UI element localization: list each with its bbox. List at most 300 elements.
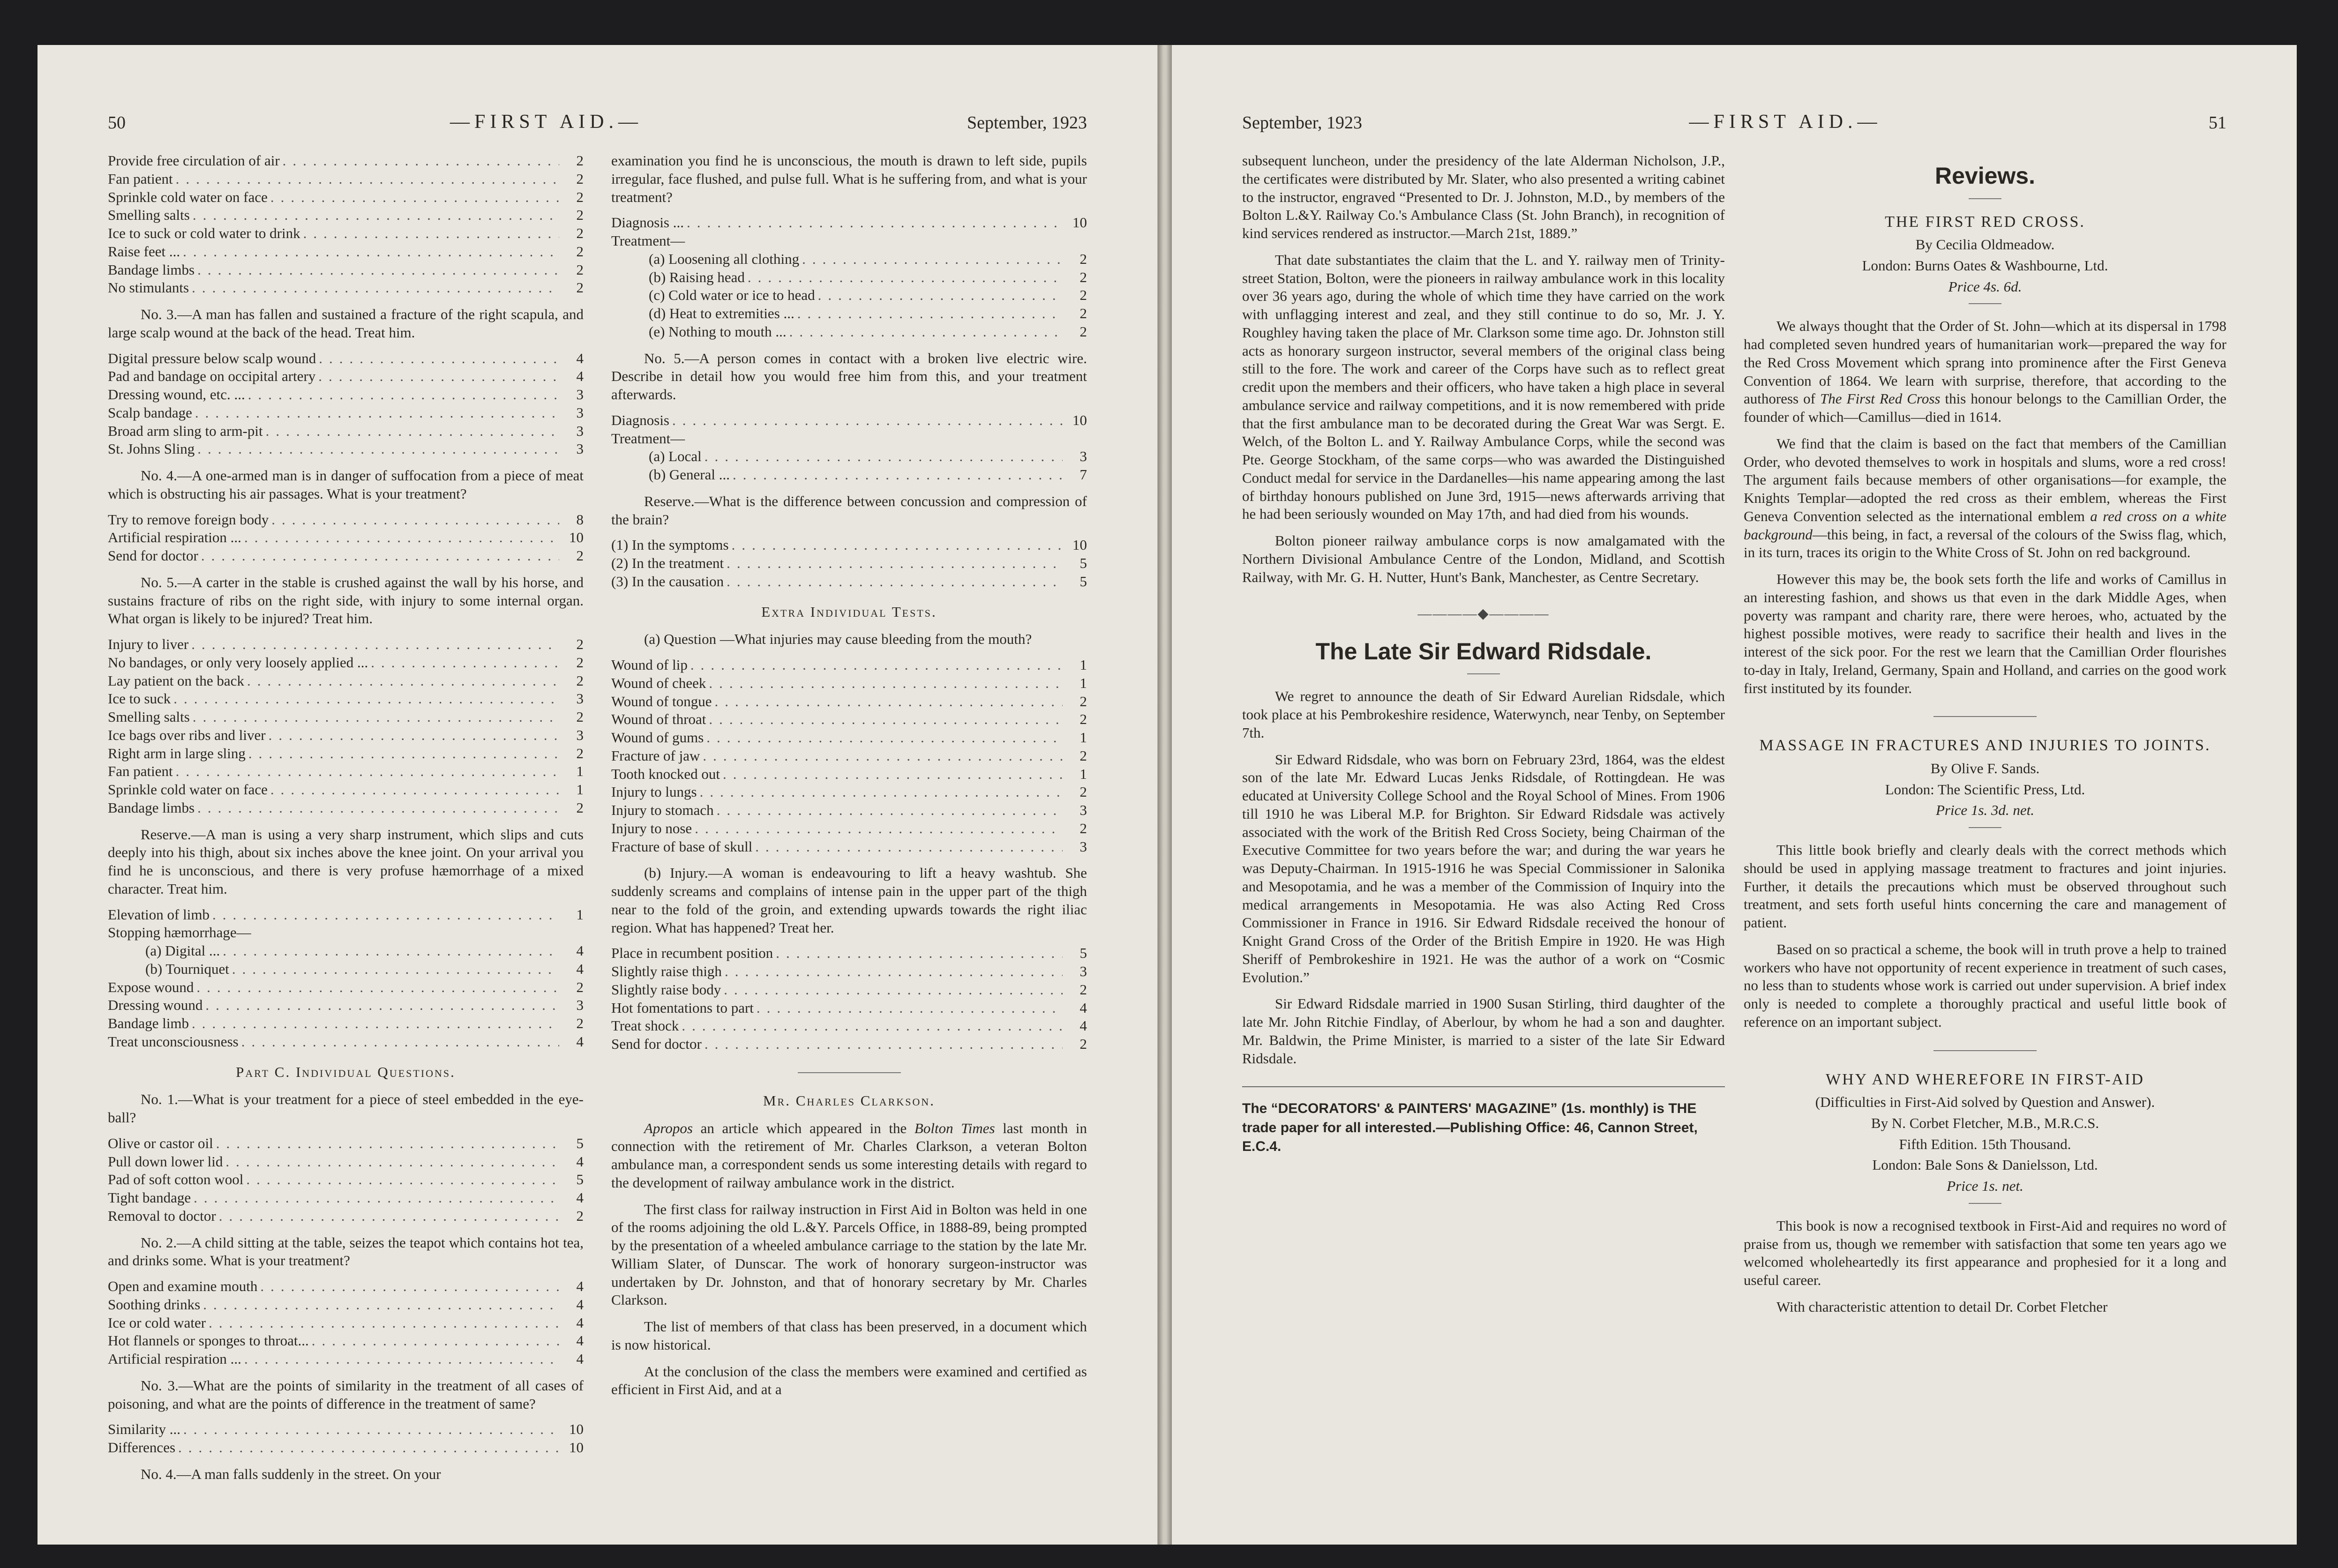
- leader-dots: [220, 942, 559, 960]
- answer-label: (2) In the treatment: [611, 555, 724, 571]
- answer-label: Slightly raise body: [611, 981, 721, 998]
- answer-list: [108, 942, 584, 978]
- answer-label: Scalp bandage: [108, 404, 192, 421]
- book-edition: Fifth Edition. 15th Thousand.: [1899, 1135, 2071, 1152]
- review-paragraph: This book is now a recognised textbook in First-Aid and requires no word of praise from us, though we remember with satisfaction that some ten years ago we welcomed wholeheartedly its first appearance and prophesied for it a long and useful career.: [1744, 1217, 2226, 1288]
- leader-dots: [243, 1171, 559, 1189]
- answer-label: Treatment—: [611, 232, 685, 249]
- answer-label: Similarity ...: [108, 1421, 180, 1438]
- answer-label: Injury to lungs: [611, 784, 697, 800]
- answer-label: Stopping hæmorrhage—: [108, 924, 251, 941]
- answer-item: [108, 440, 584, 458]
- leader-dots: [704, 729, 1063, 747]
- answer-item: [108, 906, 584, 924]
- marks-value: 4: [576, 1189, 584, 1206]
- book-publisher: London: Bale Sons & Danielsson, Ltd.: [1872, 1157, 2098, 1173]
- book-price: Price 4s. 6d.: [1948, 278, 2022, 295]
- marks-value: 3: [1079, 838, 1087, 855]
- question-paragraph: No. 1.—What is your treatment for a piece of steel embedded in the eye-ball?: [108, 1091, 584, 1126]
- marks-value: 3: [576, 690, 584, 707]
- book-author: By Cecilia Oldmeadow.: [1915, 236, 2055, 253]
- section-rule: [1933, 716, 2037, 717]
- answer-item: [611, 999, 1087, 1017]
- answer-label: Diagnosis: [611, 411, 669, 428]
- answer-label: Treatment—: [611, 430, 685, 447]
- answer-list: [108, 1277, 584, 1368]
- leader-dots: [268, 188, 559, 207]
- answer-item: [108, 1296, 584, 1314]
- leader-dots: [754, 999, 1063, 1017]
- answer-item: [108, 1033, 584, 1051]
- leader-dots: [241, 529, 559, 547]
- page-number: 50: [108, 113, 126, 133]
- answer-label: (b) General ...: [649, 466, 730, 483]
- answer-item: [108, 708, 584, 726]
- leader-dots: [229, 960, 559, 978]
- leader-dots: [180, 1420, 559, 1439]
- answer-item: [649, 269, 1087, 287]
- article-paragraph: subsequent luncheon, under the presidency of the late Alderman Nicholson, J.P., the certificates were distributed by Mr. Slater, who also presented a writing cabinet to the instructor, engraved “Presented to Dr. J. Johnston, M.D., by members of the Bolton L.&Y. Railway Co.'s Ambulance Class (St. John Branch), in recognition of kind services rendered as instructor.—March 21st, 1889.”: [1242, 152, 1725, 241]
- answer-label: Wound of lip: [611, 657, 688, 673]
- answer-item: [611, 783, 1087, 801]
- answer-label: Smelling salts: [108, 207, 190, 224]
- answer-item: [108, 1439, 584, 1457]
- marks-value: 2: [576, 745, 584, 762]
- book-price: Price 1s. net.: [1947, 1178, 2023, 1194]
- answer-label: Dressing wound: [108, 997, 203, 1014]
- answer-item: [108, 1015, 584, 1033]
- marks-value: 2: [576, 152, 584, 169]
- leader-dots: [368, 654, 559, 672]
- running-head-left: [108, 105, 1087, 133]
- answer-label: Wound of throat: [611, 711, 706, 728]
- answer-list: [108, 1420, 584, 1457]
- marks-value: 3: [576, 726, 584, 743]
- leader-dots: [216, 1207, 559, 1225]
- marks-value: 4: [576, 1296, 584, 1313]
- book-author: By Olive F. Sands.: [1930, 760, 2040, 777]
- leader-dots: [799, 250, 1063, 269]
- answer-item: [108, 279, 584, 297]
- marks-value: 2: [1079, 1036, 1087, 1052]
- marks-value: 3: [576, 441, 584, 457]
- article-paragraph: The list of members of that class has been preserved, in a document which is now historical.: [611, 1318, 1087, 1353]
- marks-value: 3: [576, 997, 584, 1014]
- answer-item: [108, 978, 584, 997]
- answer-item: [108, 422, 584, 441]
- marks-value: 5: [576, 1171, 584, 1188]
- leader-dots: [794, 305, 1063, 323]
- answer-label: Removal to doctor: [108, 1207, 216, 1224]
- leader-dots: [700, 747, 1063, 765]
- marks-value: 2: [576, 1015, 584, 1031]
- section-heading: Extra Individual Tests.: [761, 603, 937, 620]
- review-rule: [1969, 1203, 2001, 1204]
- marks-value: 2: [576, 978, 584, 995]
- leader-dots: [246, 745, 559, 763]
- leader-dots: [712, 693, 1063, 711]
- answer-item: [108, 1153, 584, 1171]
- marks-value: 3: [1079, 963, 1087, 979]
- leader-dots: [194, 978, 559, 997]
- answer-item: [649, 448, 1087, 466]
- answer-item: [611, 981, 1087, 999]
- review-paragraph: We always thought that the Order of St. John—which at its dispersal in 1798 had completed seven hundred years of humanitarian work—prepared the way for the Red Cross Movement which sprang into prominence after the First Geneva Convention of 1864. We learn with surprise, therefore, that according to the authoress of The First Red Cross this honour belongs to the Camillian Order, the founder of which—Camillus—died in 1614.: [1744, 318, 2227, 425]
- answer-label: Wound of cheek: [611, 674, 706, 691]
- leader-dots: [752, 838, 1063, 856]
- leader-dots: [315, 367, 559, 386]
- leader-dots: [724, 573, 1063, 591]
- leader-dots: [195, 261, 559, 279]
- answer-item: [108, 726, 584, 745]
- answer-label: Wound of gums: [611, 729, 704, 746]
- answer-item: [108, 367, 584, 386]
- answer-item: [611, 214, 1087, 232]
- answer-list: [108, 906, 584, 942]
- answer-label: Tight bandage: [108, 1189, 191, 1206]
- leader-dots: [679, 1017, 1063, 1035]
- article-heading: Mr. Charles Clarkson.: [763, 1092, 936, 1109]
- review-paragraph: With characteristic attention to detail Dr. Corbet Fletcher: [1776, 1298, 2108, 1315]
- answer-label: Dressing wound, etc. ...: [108, 386, 245, 403]
- marks-value: 2: [576, 170, 584, 187]
- answer-list: [611, 214, 1087, 250]
- marks-value: 4: [576, 1033, 584, 1050]
- answer-label: Tooth knocked out: [611, 765, 720, 782]
- answer-label: Treat shock: [611, 1017, 679, 1034]
- leader-dots: [773, 944, 1063, 963]
- marks-value: 10: [1072, 214, 1087, 231]
- leader-dots: [722, 963, 1063, 981]
- marks-value: 2: [576, 188, 584, 205]
- answer-label: Bandage limbs: [108, 261, 195, 278]
- leader-dots: [702, 1035, 1063, 1053]
- heading-rule: [1467, 673, 1500, 674]
- issue-date: September, 1923: [1242, 113, 1362, 133]
- answer-item: [108, 654, 584, 672]
- marks-value: 1: [576, 906, 584, 923]
- answer-label: (d) Heat to extremities ...: [649, 305, 794, 321]
- marks-value: 3: [576, 404, 584, 421]
- obituary-paragraph: Sir Edward Ridsdale, who was born on February 23rd, 1864, was the eldest son of the late Mr. Edward Lucas Jenks Ridsdale, of Rottingdean. He was educated at University College School and the Royal School of Mines. From 1906 till 1910 he was Liberal M.P. for Brighton. Sir Edward Ridsdale was actively associated with the work of the British Red Cross Society, being Chairman of the Executive Committee for two years before the war; and during the war years he was Deputy-Chairman. In 1915-1916 he was Special Commissioner in Salonika and Mesopotamia, and he was a member of the Commission of Inquiry into the medical arrangements in Mesopotamia. He was also Acting Red Cross Commissioner in France in 1916. Sir Edward Ridsdale received the honour of Knight Grand Cross of the Order of the British Empire in 1920. He was High Sheriff of Pembrokeshire in 1921. He was the author of a work on “Cosmic Evolution.”: [1242, 751, 1725, 986]
- review-paragraph: This little book briefly and clearly deals with the correct methods which should be used in applying massage treatment to fractures and joint injuries. Further, it details the precautions which must be observed throughout such treatment, and sets forth useful hints concerning the care and management of patient.: [1744, 842, 2226, 931]
- left-page: [37, 45, 1158, 1545]
- answer-label: Try to remove foreign body: [108, 511, 269, 528]
- answer-label: Fracture of jaw: [611, 747, 700, 764]
- answer-item: [108, 261, 584, 279]
- leader-dots: [745, 269, 1063, 287]
- section-heading: Part C. Individual Questions.: [236, 1063, 456, 1080]
- marks-value: 2: [1079, 747, 1087, 764]
- answer-label: No stimulants: [108, 279, 189, 296]
- masthead: —FIRST AID.—: [1689, 111, 1882, 133]
- answer-item: [611, 573, 1087, 591]
- answer-label: Ice to suck: [108, 690, 171, 707]
- answer-item: [611, 820, 1087, 838]
- marks-value: 2: [576, 799, 584, 816]
- marks-value: 3: [576, 422, 584, 439]
- answer-item: [611, 963, 1087, 981]
- answer-item: [611, 710, 1087, 729]
- leader-dots: [191, 1189, 559, 1207]
- answer-label: Send for doctor: [108, 547, 198, 564]
- answer-label: Fracture of base of skull: [611, 838, 753, 855]
- obituary-heading: The Late Sir Edward Ridsdale.: [1315, 638, 1652, 665]
- answer-item: [108, 1207, 584, 1225]
- answer-item: [649, 323, 1087, 341]
- answer-label: Expose wound: [108, 978, 194, 995]
- answer-label: Injury to liver: [108, 636, 189, 652]
- right-page: [1172, 45, 2297, 1545]
- answer-item: [108, 224, 584, 243]
- answer-label: (3) In the causation: [611, 573, 724, 590]
- leader-dots: [815, 286, 1063, 305]
- marks-value: 5: [1079, 555, 1087, 571]
- page-number: 51: [2209, 113, 2226, 133]
- leader-dots: [706, 710, 1063, 729]
- leader-dots: [787, 323, 1063, 341]
- marks-value: 4: [576, 1332, 584, 1349]
- marks-value: 1: [576, 763, 584, 780]
- answer-item: [611, 411, 1087, 430]
- obituary-paragraph: Sir Edward Ridsdale married in 1900 Susan Stirling, third daughter of the late Mr. John Ritchie Findlay, of Aberlour, by whom he had a son and daughter. Mr. Baldwin, the Prime Minister, is married to a sister of the late Sir Edward Ridsdale.: [1242, 995, 1725, 1067]
- ornament-divider: ————◆————: [1417, 606, 1550, 622]
- question-paragraph: No. 3.—What are the points of similarity in the treatment of all cases of poisoning, and what are the points of difference in the treatment of same?: [108, 1377, 584, 1412]
- marks-value: 2: [1079, 305, 1087, 321]
- answer-label: Ice to suck or cold water to drink: [108, 225, 300, 241]
- answer-label: Artificial respiration ...: [108, 1351, 241, 1367]
- leader-dots: [189, 1015, 559, 1033]
- answer-label: Open and examine mouth: [108, 1278, 258, 1294]
- marks-value: 2: [576, 207, 584, 224]
- marks-value: 1: [576, 781, 584, 798]
- answer-label: No bandages, or only very loosely applied ...: [108, 654, 368, 671]
- leader-dots: [702, 448, 1063, 466]
- marks-value: 4: [576, 1351, 584, 1367]
- obituary-paragraph: We regret to announce the death of Sir Edward Aurelian Ridsdale, which took place at his Pembrokeshire residence, Waterwynch, near Tenby, on September 7th.: [1242, 688, 1725, 741]
- answer-list: [611, 250, 1087, 341]
- leader-dots: [714, 801, 1063, 820]
- marks-value: 10: [1072, 411, 1087, 428]
- marks-value: 7: [1079, 466, 1087, 483]
- marks-value: 1: [1079, 657, 1087, 673]
- question-paragraph: No. 5.—A person comes in contact with a broken live electric wire. Describe in detail how you would free him from this, and your treatment afterwards.: [611, 350, 1087, 403]
- answer-item: [611, 1035, 1087, 1053]
- answer-label: Fan patient: [108, 170, 173, 187]
- answer-label: St. Johns Sling: [108, 441, 195, 457]
- marks-value: 4: [576, 1278, 584, 1294]
- answer-label: (b) Raising head: [649, 269, 745, 285]
- heading-rule: [1969, 198, 2001, 199]
- marks-value: 2: [1079, 784, 1087, 800]
- answer-item: [108, 511, 584, 529]
- answer-label: Artificial respiration ...: [108, 529, 241, 546]
- answer-item: [611, 1017, 1087, 1035]
- leader-dots: [692, 820, 1063, 838]
- answer-label: Pad of soft cotton wool: [108, 1171, 244, 1188]
- answer-label: Injury to nose: [611, 820, 692, 836]
- question-paragraph: (b) Injury.—A woman is endeavouring to lift a heavy washtub. She suddenly screams and complains of intense pain in the upper part of the thigh near to the fold of the groin, and extending upwards towards the right iliac region. What has happened? Treat her.: [611, 865, 1087, 936]
- answer-item: [649, 305, 1087, 323]
- leader-dots: [266, 726, 559, 745]
- answer-item: [611, 232, 1087, 250]
- article-paragraph: Apropos an article which appeared in the Bolton Times last month in connection with the retirement of Mr. Charles Clarkson, a veteran Bolton ambulance man, a correspondent sends us some interesting details with regard to the development of railway ambulance work in the district.: [611, 1120, 1087, 1191]
- answer-label: Digital pressure below scalp wound: [108, 350, 316, 366]
- answer-label: Sprinkle cold water on face: [108, 188, 268, 205]
- leader-dots: [263, 422, 559, 441]
- answer-label: Ice or cold water: [108, 1314, 206, 1331]
- marks-value: 10: [569, 1421, 584, 1438]
- answer-item: [108, 762, 584, 781]
- marks-value: 4: [1079, 999, 1087, 1016]
- marks-value: 2: [1079, 250, 1087, 267]
- leader-dots: [190, 206, 559, 224]
- answer-label: Broad arm sling to arm-pit: [108, 422, 263, 439]
- marks-value: 4: [576, 368, 584, 385]
- leader-dots: [730, 466, 1063, 484]
- marks-value: 3: [1079, 448, 1087, 465]
- answer-list: [108, 152, 584, 297]
- answer-label: Lay patient on the back: [108, 672, 244, 689]
- issue-date: September, 1923: [967, 113, 1087, 133]
- answer-item: [649, 286, 1087, 305]
- reviews-heading: Reviews.: [1934, 163, 2035, 189]
- answer-label: Fan patient: [108, 763, 173, 780]
- question-paragraph: Reserve.—What is the difference between concussion and compression of the brain?: [611, 493, 1087, 528]
- answer-label: Diagnosis ...: [611, 214, 684, 231]
- marks-value: 10: [569, 529, 584, 546]
- leader-dots: [706, 674, 1063, 693]
- marks-value: 4: [1079, 1017, 1087, 1034]
- answer-label: Treat unconsciousness: [108, 1033, 239, 1050]
- answer-item: [108, 188, 584, 207]
- answer-label: Hot flannels or sponges to throat...: [108, 1332, 309, 1349]
- answer-item: [611, 729, 1087, 747]
- book-title: MASSAGE IN FRACTURES AND INJURIES TO JOINTS.: [1759, 737, 2211, 754]
- answer-item: [108, 243, 584, 261]
- marks-value: 2: [576, 243, 584, 260]
- marks-value: 2: [1079, 981, 1087, 998]
- section-rule: [798, 1072, 901, 1073]
- answer-item: [108, 1420, 584, 1439]
- answer-label: Wound of tongue: [611, 693, 712, 709]
- marks-value: 4: [576, 350, 584, 366]
- left-column-1: [108, 152, 584, 1491]
- answer-label: Sprinkle cold water on face: [108, 781, 268, 798]
- answer-item: [108, 170, 584, 188]
- leader-dots: [729, 536, 1063, 554]
- section-rule: [1933, 1050, 2037, 1051]
- leader-dots: [210, 906, 559, 924]
- marks-value: 2: [1079, 693, 1087, 709]
- answer-item: [108, 635, 584, 654]
- marks-value: 2: [576, 709, 584, 725]
- question-paragraph: No. 5.—A carter in the stable is crushed against the wall by his horse, and sustains fracture of ribs on the right side, with injury to some internal organ. What organ is likely to be injured? Treat him.: [108, 574, 584, 627]
- leader-dots: [257, 1277, 559, 1296]
- answer-label: Right arm in large sling: [108, 745, 246, 762]
- answer-item: [108, 386, 584, 404]
- marks-value: 10: [569, 1439, 584, 1456]
- leader-dots: [720, 765, 1063, 784]
- leader-dots: [245, 386, 559, 404]
- answer-label: Olive or castor oil: [108, 1135, 213, 1151]
- answer-item: [108, 206, 584, 224]
- leader-dots: [206, 1314, 559, 1332]
- answer-item: [108, 672, 584, 690]
- answer-label: Pull down lower lid: [108, 1153, 223, 1170]
- answer-label: Injury to stomach: [611, 802, 714, 818]
- leader-dots: [721, 981, 1063, 999]
- marks-value: 5: [1079, 573, 1087, 590]
- book-publisher: London: Burns Oates & Washbourne, Ltd.: [1862, 257, 2108, 274]
- marks-value: 8: [576, 511, 584, 528]
- right-column-1: [1242, 152, 1725, 1324]
- answer-list: [108, 350, 584, 459]
- answer-item: [108, 690, 584, 708]
- leader-dots: [244, 672, 559, 690]
- answer-item: [145, 942, 584, 960]
- body-paragraph: examination you find he is unconscious, the mouth is drawn to left side, pupils irregular, face flushed, and pulse full. What is he suffering from, and what is your treatment?: [611, 152, 1087, 205]
- leader-dots: [188, 635, 559, 654]
- answer-item: [108, 350, 584, 368]
- answer-list: [611, 944, 1087, 1053]
- answer-item: [611, 747, 1087, 765]
- answer-item: [108, 781, 584, 799]
- question-paragraph: No. 3.—A man has fallen and sustained a fracture of the right scapula, and large scalp wound at the back of the head. Treat him.: [108, 306, 584, 341]
- answer-list: [611, 411, 1087, 448]
- answer-label: (a) Digital ...: [145, 942, 220, 959]
- review-rule: [1969, 827, 2001, 828]
- book-author: By N. Corbet Fletcher, M.B., M.R.C.S.: [1871, 1114, 2099, 1131]
- answer-item: [108, 529, 584, 547]
- leader-dots: [316, 350, 559, 368]
- answer-label: Elevation of limb: [108, 906, 210, 923]
- book-subtitle: (Difficulties in First-Aid solved by Question and Answer).: [1815, 1094, 2155, 1110]
- answer-label: Ice bags over ribs and liver: [108, 726, 266, 743]
- answer-label: (a) Loosening all clothing: [649, 250, 800, 267]
- leader-dots: [190, 708, 559, 726]
- answer-item: [611, 765, 1087, 784]
- answer-label: Slightly raise thigh: [611, 963, 722, 979]
- leader-dots: [173, 762, 559, 781]
- answer-item: [108, 1314, 584, 1332]
- leader-dots: [189, 279, 559, 297]
- book-gutter: [1158, 45, 1172, 1545]
- marks-value: 2: [576, 261, 584, 278]
- question-paragraph: No. 4.—A one-armed man is in danger of suffocation from a piece of meat which is obstructing his air passages. What is your treatment?: [108, 467, 584, 502]
- book-title: WHY AND WHEREFORE IN FIRST-AID: [1826, 1070, 2144, 1088]
- answer-label: Soothing drinks: [108, 1296, 201, 1313]
- article-paragraph: The first class for railway instruction in First Aid in Bolton was held in one of the rooms adjoining the old L.&Y. Parcels Office, in 1888-89, being prompted by the presentation of a wheeled ambulance carriage to the station by the late Mr. William Slater, of Dunscar. The work of honorary surgeon-instructor was undertaken by Dr. Johnston, and that of honorary secretary by Mr. Charles Clarkson.: [611, 1201, 1087, 1308]
- marks-value: 10: [1072, 537, 1087, 553]
- marks-value: 2: [576, 672, 584, 689]
- marks-value: 1: [1079, 729, 1087, 746]
- answer-item: [108, 547, 584, 565]
- book-publisher: London: The Scientific Press, Ltd.: [1885, 781, 2085, 798]
- leader-dots: [223, 1153, 559, 1171]
- marks-value: 2: [1079, 269, 1087, 285]
- answer-item: [108, 996, 584, 1015]
- answer-item: [108, 404, 584, 422]
- answer-label: (c) Cold water or ice to head: [649, 287, 815, 304]
- leader-dots: [198, 547, 559, 565]
- answer-item: [611, 693, 1087, 711]
- marks-value: 2: [1079, 287, 1087, 304]
- masthead: —FIRST AID.—: [450, 111, 643, 133]
- leader-dots: [175, 1439, 559, 1457]
- marks-value: 2: [576, 636, 584, 652]
- answer-item: [108, 799, 584, 817]
